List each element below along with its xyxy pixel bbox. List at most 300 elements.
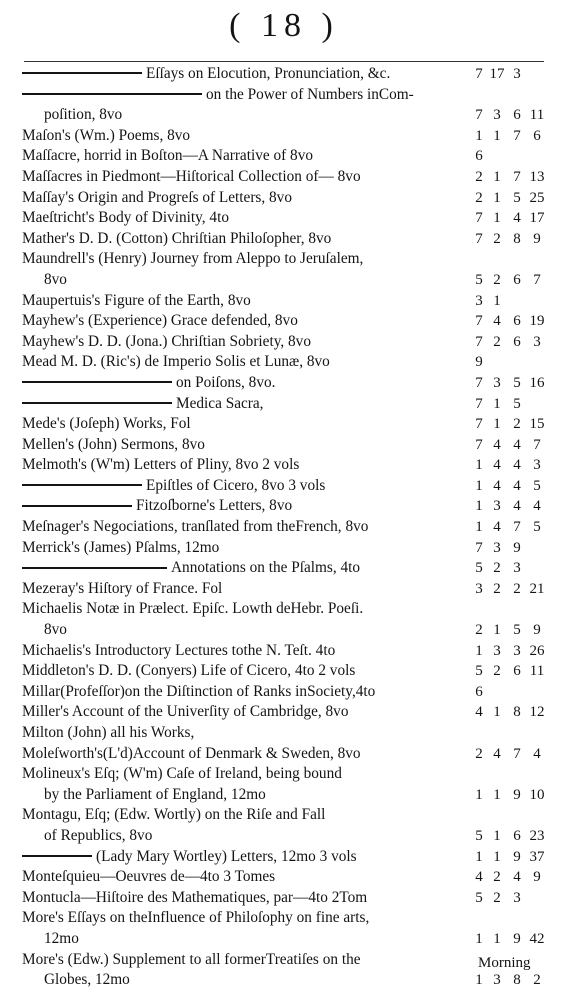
catalogue-entry	[22, 455, 558, 476]
shelf-code-part: 6	[513, 271, 521, 288]
entry-title	[22, 394, 264, 415]
shelf-code-part: 6	[533, 127, 541, 144]
shelf-code	[466, 579, 558, 600]
catalogue-entry	[22, 394, 558, 415]
shelf-code-part: 7	[513, 127, 521, 144]
shelf-code-part: 1	[475, 477, 483, 494]
entry-text: Fitzoſborne's Letters, 8vo	[136, 497, 293, 515]
catalogue-entry	[22, 373, 558, 394]
catalogue-entry	[22, 847, 558, 868]
shelf-code-part: 5	[475, 271, 483, 288]
shelf-code	[466, 332, 558, 353]
shelf-code-part: 7	[533, 271, 541, 288]
shelf-code-part: 9	[533, 230, 541, 247]
entry-text: Maſſacres in Piedmont—Hiſtorical Collection of— 8vo	[22, 167, 361, 185]
shelf-code	[466, 929, 558, 950]
ditto-dash	[22, 855, 92, 857]
shelf-code	[466, 291, 558, 312]
shelf-code-part: 12	[529, 704, 545, 721]
shelf-code-part: 2	[475, 168, 483, 185]
entry-title	[22, 208, 229, 229]
shelf-code-part: 8	[513, 972, 521, 989]
entry-text: Milton (John) all his Works,	[22, 724, 195, 741]
shelf-code-part: 1	[493, 930, 501, 947]
shelf-code-part: 15	[529, 416, 545, 433]
shelf-code-part: 3	[493, 498, 501, 515]
catalogue-entry	[22, 167, 558, 188]
catalogue-entry	[22, 641, 558, 662]
shelf-code-part: 9	[513, 848, 521, 865]
shelf-code-part: 1	[475, 786, 483, 803]
shelf-code-part: 4	[513, 498, 521, 515]
shelf-code	[466, 455, 558, 476]
shelf-code-part: 1	[475, 127, 483, 144]
shelf-code-part: 1	[475, 642, 483, 659]
shelf-code-part: 4	[533, 498, 541, 515]
shelf-code-part: 3	[513, 66, 521, 82]
shelf-code-part: 42	[529, 930, 545, 947]
catalogue-entry	[22, 352, 558, 373]
catalogue-entry	[22, 744, 558, 765]
entry-text: Montucla—Hiſtoire des Mathematiques, par—4to 2Tom	[22, 888, 368, 906]
shelf-code-part: 5	[513, 189, 521, 206]
shelf-code-part: 7	[475, 107, 483, 124]
shelf-code-part: 21	[529, 580, 545, 597]
entry-title	[44, 970, 130, 991]
entry-text: Melmoth's (W'm) Letters of Pliny, 8vo 2 vols	[22, 456, 300, 474]
shelf-code	[466, 970, 558, 991]
ditto-dash	[22, 484, 142, 486]
shelf-code-part: 10	[529, 786, 545, 803]
shelf-code-part: 6	[513, 827, 521, 844]
entry-text: (Lady Mary Wortley) Letters, 12mo 3 vols	[96, 847, 357, 865]
entry-title	[22, 435, 205, 456]
catalogue-entry	[22, 908, 558, 929]
shelf-code-part: 6	[513, 663, 521, 680]
catalogue-entry	[22, 661, 558, 682]
shelf-code-part: 1	[493, 786, 501, 803]
ditto-dash	[22, 381, 172, 383]
catalogue-entry	[22, 85, 558, 106]
entry-text: Mellen's (John) Sermons, 8vo	[22, 435, 205, 453]
shelf-code-part: 37	[529, 848, 545, 865]
shelf-code-part: 2	[475, 745, 483, 762]
shelf-code-part: 3	[513, 560, 521, 577]
entry-title	[22, 723, 194, 744]
entry-text: Mather's D. D. (Cotton) Chriſtian Philoſopher, 8vo	[22, 229, 332, 247]
page-number: ( 18 )	[229, 7, 339, 44]
ditto-dash	[22, 402, 172, 404]
shelf-code-part: 7	[475, 539, 483, 556]
entry-title	[22, 414, 191, 435]
shelf-code-part: 2	[493, 333, 501, 350]
shelf-code-part: 1	[493, 189, 501, 206]
shelf-code	[466, 105, 558, 126]
shelf-code	[466, 558, 558, 579]
entry-title	[22, 249, 363, 270]
catalogue-entry	[22, 146, 558, 167]
shelf-code-part: 9	[513, 786, 521, 803]
entry-text: Medica Sacra,	[176, 394, 264, 412]
ditto-dash	[22, 505, 132, 507]
shelf-code-part: 3	[533, 457, 541, 474]
catalogue-entry	[22, 785, 558, 806]
shelf-code	[466, 641, 558, 662]
shelf-code-part: 2	[493, 869, 501, 886]
shelf-code-part: 1	[493, 416, 501, 433]
shelf-code-part: 6	[513, 333, 521, 350]
shelf-code-part: 1	[475, 519, 483, 536]
shelf-code-part: 9	[533, 869, 541, 886]
entry-text: on the Power of Numbers inCom-	[206, 85, 414, 103]
catalogue-entry	[22, 558, 558, 579]
entry-text: Meſnager's Negociations, tranſlated from theFrench, 8vo	[22, 518, 369, 536]
entry-title	[22, 764, 342, 785]
shelf-code	[466, 888, 558, 909]
entry-text: Maundrell's (Henry) Journey from Aleppo to Jeruſalem,	[22, 250, 364, 268]
shelf-code-part: 1	[493, 622, 501, 639]
shelf-code-part: 7	[475, 395, 483, 412]
shelf-code-part: 7	[513, 519, 521, 536]
entry-text: 8vo	[44, 270, 67, 288]
shelf-code-part: 3	[493, 642, 501, 659]
shelf-code-part: 1	[475, 930, 483, 947]
shelf-code-part: 8	[513, 704, 521, 721]
shelf-code-part: 1	[493, 168, 501, 185]
shelf-code-part: 8	[513, 230, 521, 247]
shelf-code-part: 2	[475, 622, 483, 639]
shelf-code-part: 4	[493, 477, 501, 494]
shelf-code-part: 17	[489, 66, 505, 82]
shelf-code-part: 1	[493, 395, 501, 412]
shelf-code-part: 5	[475, 827, 483, 844]
shelf-code	[466, 867, 558, 888]
shelf-code-part: 7	[475, 333, 483, 350]
shelf-code-part: 7	[533, 436, 541, 453]
ditto-dash	[22, 567, 167, 569]
entry-text: Epiſtles of Cicero, 8vo 3 vols	[146, 476, 326, 494]
shelf-code-part: 2	[513, 580, 521, 597]
shelf-code-part: 7	[475, 313, 483, 330]
entry-title	[44, 785, 266, 806]
shelf-code-part: 3	[513, 889, 521, 906]
entry-text: More's Eſſays on theInfluence of Philoſophy on fine arts,	[22, 909, 370, 927]
entry-text: Merrick's (James) Pſalms, 12mo	[22, 538, 220, 556]
entry-text: Globes, 12mo	[44, 971, 130, 989]
shelf-code-part: 2	[513, 416, 521, 433]
entry-text: 8vo	[44, 621, 67, 639]
shelf-code-part: 9	[513, 930, 521, 947]
shelf-code-part: 4	[493, 313, 501, 330]
entry-title	[44, 270, 67, 291]
shelf-code	[466, 435, 558, 456]
shelf-code	[466, 682, 558, 703]
shelf-code-part: 3	[533, 333, 541, 350]
shelf-code	[466, 785, 558, 806]
shelf-code-part: 9	[513, 539, 521, 556]
shelf-code-part: 5	[475, 560, 483, 577]
catalogue-entry	[22, 970, 558, 991]
entry-title	[22, 867, 275, 888]
entry-text: on Poiſons, 8vo.	[176, 373, 276, 391]
shelf-code-part: 9	[475, 354, 483, 371]
shelf-code-part: 2	[493, 560, 501, 577]
shelf-code	[466, 394, 558, 415]
shelf-code-part: 3	[493, 107, 501, 124]
catalogue-entry	[22, 229, 558, 250]
catalogue-entry	[22, 332, 558, 353]
shelf-code-part: 5	[513, 622, 521, 639]
entry-text: Michaelis's Introductory Lectures tothe N. Teſt. 4to	[22, 641, 336, 659]
entry-text: More's (Edw.) Supplement to all formerTreatiſes on the	[22, 950, 361, 968]
shelf-code	[466, 620, 558, 641]
entry-text: Maſſacre, horrid in Boſton—A Narrative of 8vo	[22, 147, 313, 165]
shelf-code-part: 1	[493, 848, 501, 865]
catalogue-entry	[22, 105, 558, 126]
shelf-code-part: 1	[493, 827, 501, 844]
shelf-code-part: 7	[513, 168, 521, 185]
shelf-code-part: 7	[475, 230, 483, 247]
shelf-code-part: 4	[493, 519, 501, 536]
shelf-code	[466, 826, 558, 847]
entry-text: Moleſworth's(L'd)Account of Denmark & Sweden, 8vo	[22, 744, 361, 762]
shelf-code-part: 4	[513, 436, 521, 453]
catalogue-entry	[22, 599, 558, 620]
catalogue-entry	[22, 414, 558, 435]
shelf-code-part: 5	[513, 395, 521, 412]
shelf-code-part: 7	[513, 745, 521, 762]
shelf-code-part: 5	[475, 889, 483, 906]
shelf-code	[466, 188, 558, 209]
catalogue-entry	[22, 682, 558, 703]
shelf-code-part: 1	[475, 848, 483, 865]
catalogue-entry	[22, 826, 558, 847]
entry-title	[22, 85, 414, 106]
entry-title	[22, 641, 335, 662]
shelf-code-part: 1	[475, 457, 483, 474]
entry-title	[22, 661, 355, 682]
entry-title	[44, 826, 152, 847]
shelf-code-part: 4	[533, 745, 541, 762]
entry-text: Mead M. D. (Ric's) de Imperio Solis et Lunæ, 8vo	[22, 353, 330, 371]
shelf-code-part: 7	[475, 66, 483, 82]
entry-text: Miller's Account of the Univerſity of Cambridge, 8vo	[22, 703, 349, 721]
shelf-code-part: 6	[513, 107, 521, 124]
shelf-code-part: 26	[529, 642, 545, 659]
shelf-code	[466, 229, 558, 250]
entry-text: Mede's (Joſeph) Works, Fol	[22, 415, 191, 433]
entry-title	[22, 476, 325, 497]
catchword: Morning	[478, 955, 531, 971]
entry-title	[22, 332, 311, 353]
catalogue-entry	[22, 476, 558, 497]
ditto-dash	[22, 93, 202, 95]
shelf-code-part: 3	[475, 292, 483, 309]
shelf-code	[466, 496, 558, 517]
entry-title	[22, 950, 361, 971]
catalogue-entry	[22, 929, 558, 950]
shelf-code-part: 6	[513, 313, 521, 330]
shelf-code	[466, 126, 558, 147]
entry-title	[22, 744, 361, 765]
catalogue-entry	[22, 270, 558, 291]
entry-text: by the Parliament of England, 12mo	[44, 785, 266, 803]
shelf-code-part: 3	[493, 539, 501, 556]
shelf-code-part: 7	[475, 436, 483, 453]
shelf-code-part: 4	[493, 436, 501, 453]
catalogue-entry	[22, 311, 558, 332]
entry-title	[22, 908, 369, 929]
shelf-code-part: 4	[475, 869, 483, 886]
entry-text: Middleton's D. D. (Conyers) Life of Cicero, 4to 2 vols	[22, 662, 356, 680]
entry-title	[22, 558, 360, 579]
shelf-code-part: 4	[513, 210, 521, 227]
shelf-code	[466, 167, 558, 188]
entry-text: Maupertuis's Figure of the Earth, 8vo	[22, 291, 251, 309]
entry-title	[22, 888, 367, 909]
shelf-code-part: 1	[493, 210, 501, 227]
entry-title	[22, 455, 299, 476]
shelf-code-part: 4	[513, 477, 521, 494]
shelf-code	[466, 146, 558, 167]
catalogue-entry	[22, 517, 558, 538]
shelf-code-part: 25	[529, 189, 545, 206]
entry-title	[22, 538, 219, 559]
shelf-code	[466, 517, 558, 538]
shelf-code-part: 2	[493, 889, 501, 906]
shelf-code	[466, 847, 558, 868]
entry-title	[22, 126, 190, 147]
shelf-code-part: 1	[493, 127, 501, 144]
shelf-code-part: 4	[513, 869, 521, 886]
shelf-code	[466, 64, 558, 85]
shelf-code-part: 6	[475, 148, 483, 165]
catalogue-entry	[22, 702, 558, 723]
shelf-code-part: 5	[533, 519, 541, 536]
catalogue-entry	[22, 538, 558, 559]
shelf-code-part: 4	[493, 457, 501, 474]
catalogue-entry	[22, 291, 558, 312]
shelf-code	[466, 702, 558, 723]
entry-title	[22, 64, 390, 85]
catalogue-entry	[22, 496, 558, 517]
shelf-code-part: 3	[475, 580, 483, 597]
entry-text: Maeſtricht's Body of Divinity, 4to	[22, 209, 229, 227]
catalogue-entry	[22, 620, 558, 641]
catalogue-entry	[22, 249, 558, 270]
entry-text: Michaelis Notæ in Prælect. Epiſc. Lowth deHebr. Poeſi.	[22, 600, 364, 618]
shelf-code-part: 11	[529, 107, 545, 124]
shelf-code-part: 1	[493, 292, 501, 309]
shelf-code-part: 1	[475, 972, 483, 989]
entry-title	[22, 188, 292, 209]
catalogue-entry	[22, 435, 558, 456]
entry-text: Annotations on the Pſalms, 4to	[171, 559, 361, 577]
shelf-code-part: 2	[533, 972, 541, 989]
entry-title	[22, 682, 375, 703]
shelf-code	[466, 270, 558, 291]
shelf-code-part: 7	[475, 416, 483, 433]
shelf-code-part: 1	[475, 498, 483, 515]
shelf-code-part: 23	[529, 827, 545, 844]
shelf-code-part: 16	[529, 374, 545, 391]
shelf-code	[466, 414, 558, 435]
entry-text: 12mo	[44, 929, 79, 947]
catalogue-entry	[22, 888, 558, 909]
shelf-code-part: 2	[493, 230, 501, 247]
shelf-code-part: 7	[475, 374, 483, 391]
entry-title	[22, 373, 275, 394]
entry-text: of Republics, 8vo	[44, 826, 153, 844]
shelf-code-part: 2	[493, 663, 501, 680]
entry-text: Maſon's (Wm.) Poems, 8vo	[22, 126, 191, 144]
entry-title	[22, 167, 361, 188]
shelf-code-part: 5	[533, 477, 541, 494]
shelf-code-part: 19	[529, 313, 545, 330]
entry-text: poſition, 8vo	[44, 106, 123, 124]
shelf-code-part: 2	[493, 580, 501, 597]
ditto-dash	[22, 72, 142, 74]
shelf-code-part: 13	[529, 168, 545, 185]
entry-title	[22, 805, 325, 826]
entry-title	[22, 291, 251, 312]
entry-list	[22, 64, 558, 991]
shelf-code-part: 5	[475, 663, 483, 680]
shelf-code-part: 4	[475, 704, 483, 721]
entry-text: Mezeray's Hiſtory of France. Fol	[22, 579, 223, 597]
entry-title	[22, 579, 222, 600]
shelf-code-part: 3	[513, 642, 521, 659]
shelf-code-part: 7	[475, 210, 483, 227]
shelf-code-part: 4	[493, 745, 501, 762]
header-rule	[24, 61, 544, 62]
entry-title	[22, 146, 313, 167]
shelf-code-part: 4	[513, 457, 521, 474]
catalogue-entry	[22, 764, 558, 785]
entry-title	[22, 517, 368, 538]
catalogue-entry	[22, 64, 558, 85]
entry-title	[22, 496, 292, 517]
shelf-code	[466, 373, 558, 394]
shelf-code-part: 6	[475, 683, 483, 700]
shelf-code-part: 2	[475, 189, 483, 206]
entry-text: Mayhew's D. D. (Jona.) Chriſtian Sobriety, 8vo	[22, 332, 311, 350]
shelf-code-part: 5	[513, 374, 521, 391]
shelf-code	[466, 208, 558, 229]
shelf-code-part: 3	[493, 374, 501, 391]
shelf-code-part: 9	[533, 622, 541, 639]
shelf-code	[466, 661, 558, 682]
entry-title	[44, 929, 79, 950]
shelf-code-part: 1	[493, 704, 501, 721]
shelf-code-part: 3	[493, 972, 501, 989]
entry-title	[22, 352, 330, 373]
entry-text: Monteſquieu—Oeuvres de—4to 3 Tomes	[22, 868, 276, 886]
shelf-code	[466, 352, 558, 373]
entry-title	[22, 311, 298, 332]
shelf-code	[466, 538, 558, 559]
entry-title	[22, 702, 348, 723]
entry-text: Mayhew's (Experience) Grace defended, 8vo	[22, 312, 298, 330]
catalogue-entry	[22, 867, 558, 888]
entry-title	[44, 105, 122, 126]
entry-title	[44, 620, 67, 641]
shelf-code	[466, 744, 558, 765]
catalogue-entry	[22, 188, 558, 209]
shelf-code-part: 2	[493, 271, 501, 288]
catalogue-entry	[22, 579, 558, 600]
shelf-code	[466, 311, 558, 332]
